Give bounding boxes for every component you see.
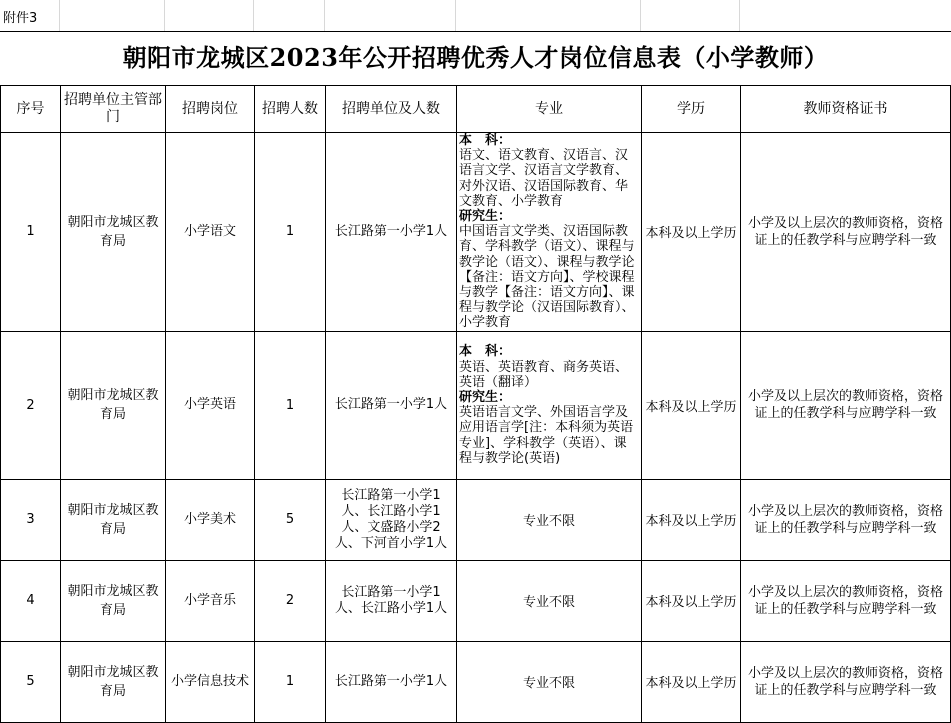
position-cell: 小学英语 xyxy=(166,331,255,479)
grad-majors: 英语语言文学、外国语言学及应用语言学[注：本科须为英语专业]、学科教学（英语）、课程与教学论(英语) xyxy=(459,405,634,466)
units-cell: 长江路第一小学1人 xyxy=(326,641,457,722)
seq-cell: 2 xyxy=(1,331,61,479)
units-cell: 长江路第一小学1人、长江路小学1人、文盛路小学2人、下河首小学1人 xyxy=(326,479,457,560)
dept-cell: 朝阳市龙城区教育局 xyxy=(61,479,166,560)
position-cell: 小学音乐 xyxy=(166,560,255,641)
cell-f1[interactable] xyxy=(456,0,641,31)
header-dept: 招聘单位主管部门 xyxy=(61,86,166,133)
major-cell: 专业不限 xyxy=(457,479,642,560)
certificate-cell: 小学及以上层次的教师资格，资格证上的任教学科与应聘学科一致 xyxy=(741,133,951,332)
education-cell: 本科及以上学历 xyxy=(642,560,741,641)
count-cell: 1 xyxy=(255,331,326,479)
count-cell: 1 xyxy=(255,641,326,722)
dept-cell: 朝阳市龙城区教育局 xyxy=(61,560,166,641)
dept-cell: 朝阳市龙城区教育局 xyxy=(61,331,166,479)
count-cell: 1 xyxy=(255,133,326,332)
table-row xyxy=(1,331,951,479)
cell-g1[interactable] xyxy=(641,0,740,31)
count-cell: 5 xyxy=(255,479,326,560)
cell-e1[interactable] xyxy=(325,0,456,31)
recruitment-table xyxy=(0,85,951,723)
header-position: 招聘岗位 xyxy=(166,86,255,133)
education-cell: 本科及以上学历 xyxy=(642,133,741,332)
grad-label: 研究生： xyxy=(459,389,512,405)
annex-label: 附件3 xyxy=(3,11,38,26)
cell-a1[interactable] xyxy=(0,0,60,31)
header-seq: 序号 xyxy=(1,86,61,133)
units-cell: 长江路第一小学1人、长江路小学1人 xyxy=(326,560,457,641)
certificate-cell: 小学及以上层次的教师资格，资格证上的任教学科与应聘学科一致 xyxy=(741,641,951,722)
header-education: 学历 xyxy=(642,86,741,133)
units-cell: 长江路第一小学1人 xyxy=(326,133,457,332)
certificate-cell: 小学及以上层次的教师资格，资格证上的任教学科与应聘学科一致 xyxy=(741,331,951,479)
seq-cell: 3 xyxy=(1,479,61,560)
undergrad-label: 本 科： xyxy=(459,133,512,148)
top-cell-row xyxy=(0,0,951,32)
count-cell: 2 xyxy=(255,560,326,641)
seq-cell: 5 xyxy=(1,641,61,722)
table-row xyxy=(1,133,951,332)
cell-b1[interactable] xyxy=(60,0,165,31)
header-certificate: 教师资格证书 xyxy=(741,86,951,133)
position-cell: 小学信息技术 xyxy=(166,641,255,722)
table-row xyxy=(1,560,951,641)
cell-c1[interactable] xyxy=(165,0,254,31)
cell-d1[interactable] xyxy=(254,0,325,31)
grad-label: 研究生： xyxy=(459,209,512,225)
undergrad-majors: 语文、语文教育、汉语言、汉语言文学、汉语言文学教育、对外汉语、汉语国际教育、华文教育、小学教育 xyxy=(459,148,629,209)
education-cell: 本科及以上学历 xyxy=(642,479,741,560)
major-cell xyxy=(457,133,642,332)
page-title: 朝阳市龙城区2023年公开招聘优秀人才岗位信息表（小学教师） xyxy=(122,43,829,72)
dept-cell: 朝阳市龙城区教育局 xyxy=(61,133,166,332)
position-cell: 小学语文 xyxy=(166,133,255,332)
grad-majors: 中国语言文学类、汉语国际教育、学科教学（语文）、课程与教学论（语文）、课程与教学论【备注：语文方向】、学校课程与教学【备注：语文方向】、课程与教学论（汉语国际教育）、小学教育 xyxy=(459,224,635,331)
major-cell: 专业不限 xyxy=(457,641,642,722)
header-units: 招聘单位及人数 xyxy=(326,86,457,133)
certificate-cell: 小学及以上层次的教师资格，资格证上的任教学科与应聘学科一致 xyxy=(741,560,951,641)
seq-cell: 4 xyxy=(1,560,61,641)
header-row xyxy=(1,86,951,133)
position-cell: 小学美术 xyxy=(166,479,255,560)
seq-cell: 1 xyxy=(1,133,61,332)
education-cell: 本科及以上学历 xyxy=(642,331,741,479)
major-cell xyxy=(457,331,642,479)
certificate-cell: 小学及以上层次的教师资格，资格证上的任教学科与应聘学科一致 xyxy=(741,479,951,560)
undergrad-label: 本 科： xyxy=(459,344,512,360)
table-row xyxy=(1,641,951,722)
table-row xyxy=(1,479,951,560)
dept-cell: 朝阳市龙城区教育局 xyxy=(61,641,166,722)
major-cell: 专业不限 xyxy=(457,560,642,641)
header-major: 专业 xyxy=(457,86,642,133)
header-count: 招聘人数 xyxy=(255,86,326,133)
units-cell: 长江路第一小学1人 xyxy=(326,331,457,479)
education-cell: 本科及以上学历 xyxy=(642,641,741,722)
undergrad-majors: 英语、英语教育、商务英语、英语（翻译） xyxy=(459,359,629,390)
